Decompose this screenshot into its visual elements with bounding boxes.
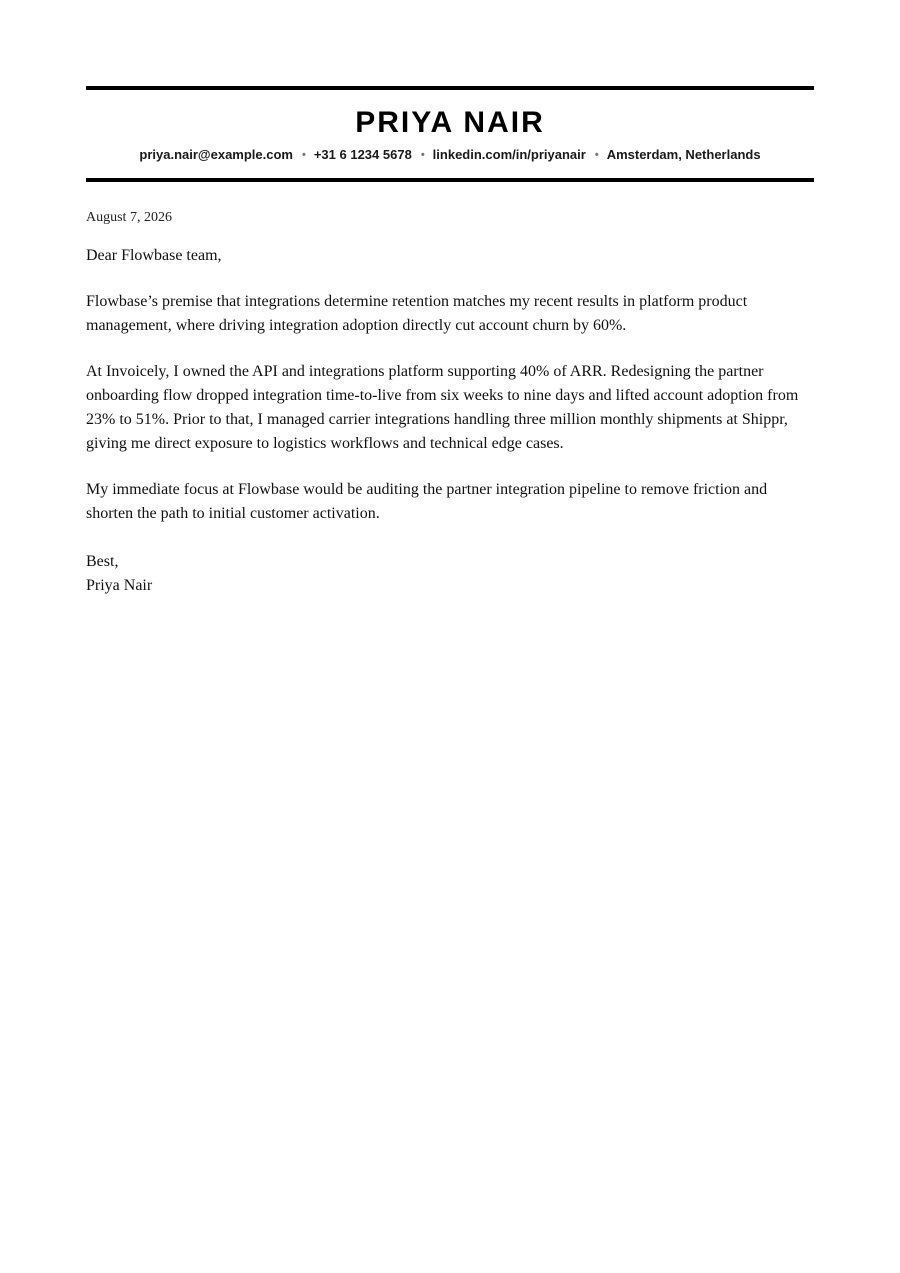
body-paragraph-3: My immediate focus at Flowbase would be auditing the partner integration pipeline to remove friction and shorten the path to initial customer activation. [86,481,768,522]
salutation: Dear Flowbase team, [86,247,222,264]
contact-phone: +31 6 1234 5678 [313,147,412,162]
contact-linkedin: linkedin.com/in/priyanair [432,147,586,162]
body-paragraph-1: Flowbase’s premise that integrations determine retention matches my recent results in platform product management, where driving integration adoption directly cut account churn by 60%. [86,293,748,334]
header-bottom-rule [86,178,814,182]
closing-block [86,550,814,598]
closing-phrase: Best, [86,553,119,570]
cover-letter-page [86,86,814,598]
contact-separator: • [301,149,306,161]
contact-location: Amsterdam, Netherlands [606,147,761,162]
body-paragraph-2: At Invoicely, I owned the API and integrations platform supporting 40% of ARR. Redesigning the partner onboarding flow dropped integration time-to-live from six weeks to nine days and lifted account adoption from 23% to 51%. Prior to that, I managed carrier integrations handling three million monthly shipments at Shippr, giving me direct exposure to logistics workflows and technical edge cases. [86,363,799,452]
contact-line [86,146,814,164]
signature-name: Priya Nair [86,577,153,594]
contact-email: priya.nair@example.com [139,147,293,162]
contact-separator: • [594,149,599,161]
header-top-rule [86,86,814,90]
letter-date: August 7, 2026 [86,210,172,225]
applicant-name: PRIYA NAIR [355,106,545,139]
contact-separator: • [420,149,425,161]
